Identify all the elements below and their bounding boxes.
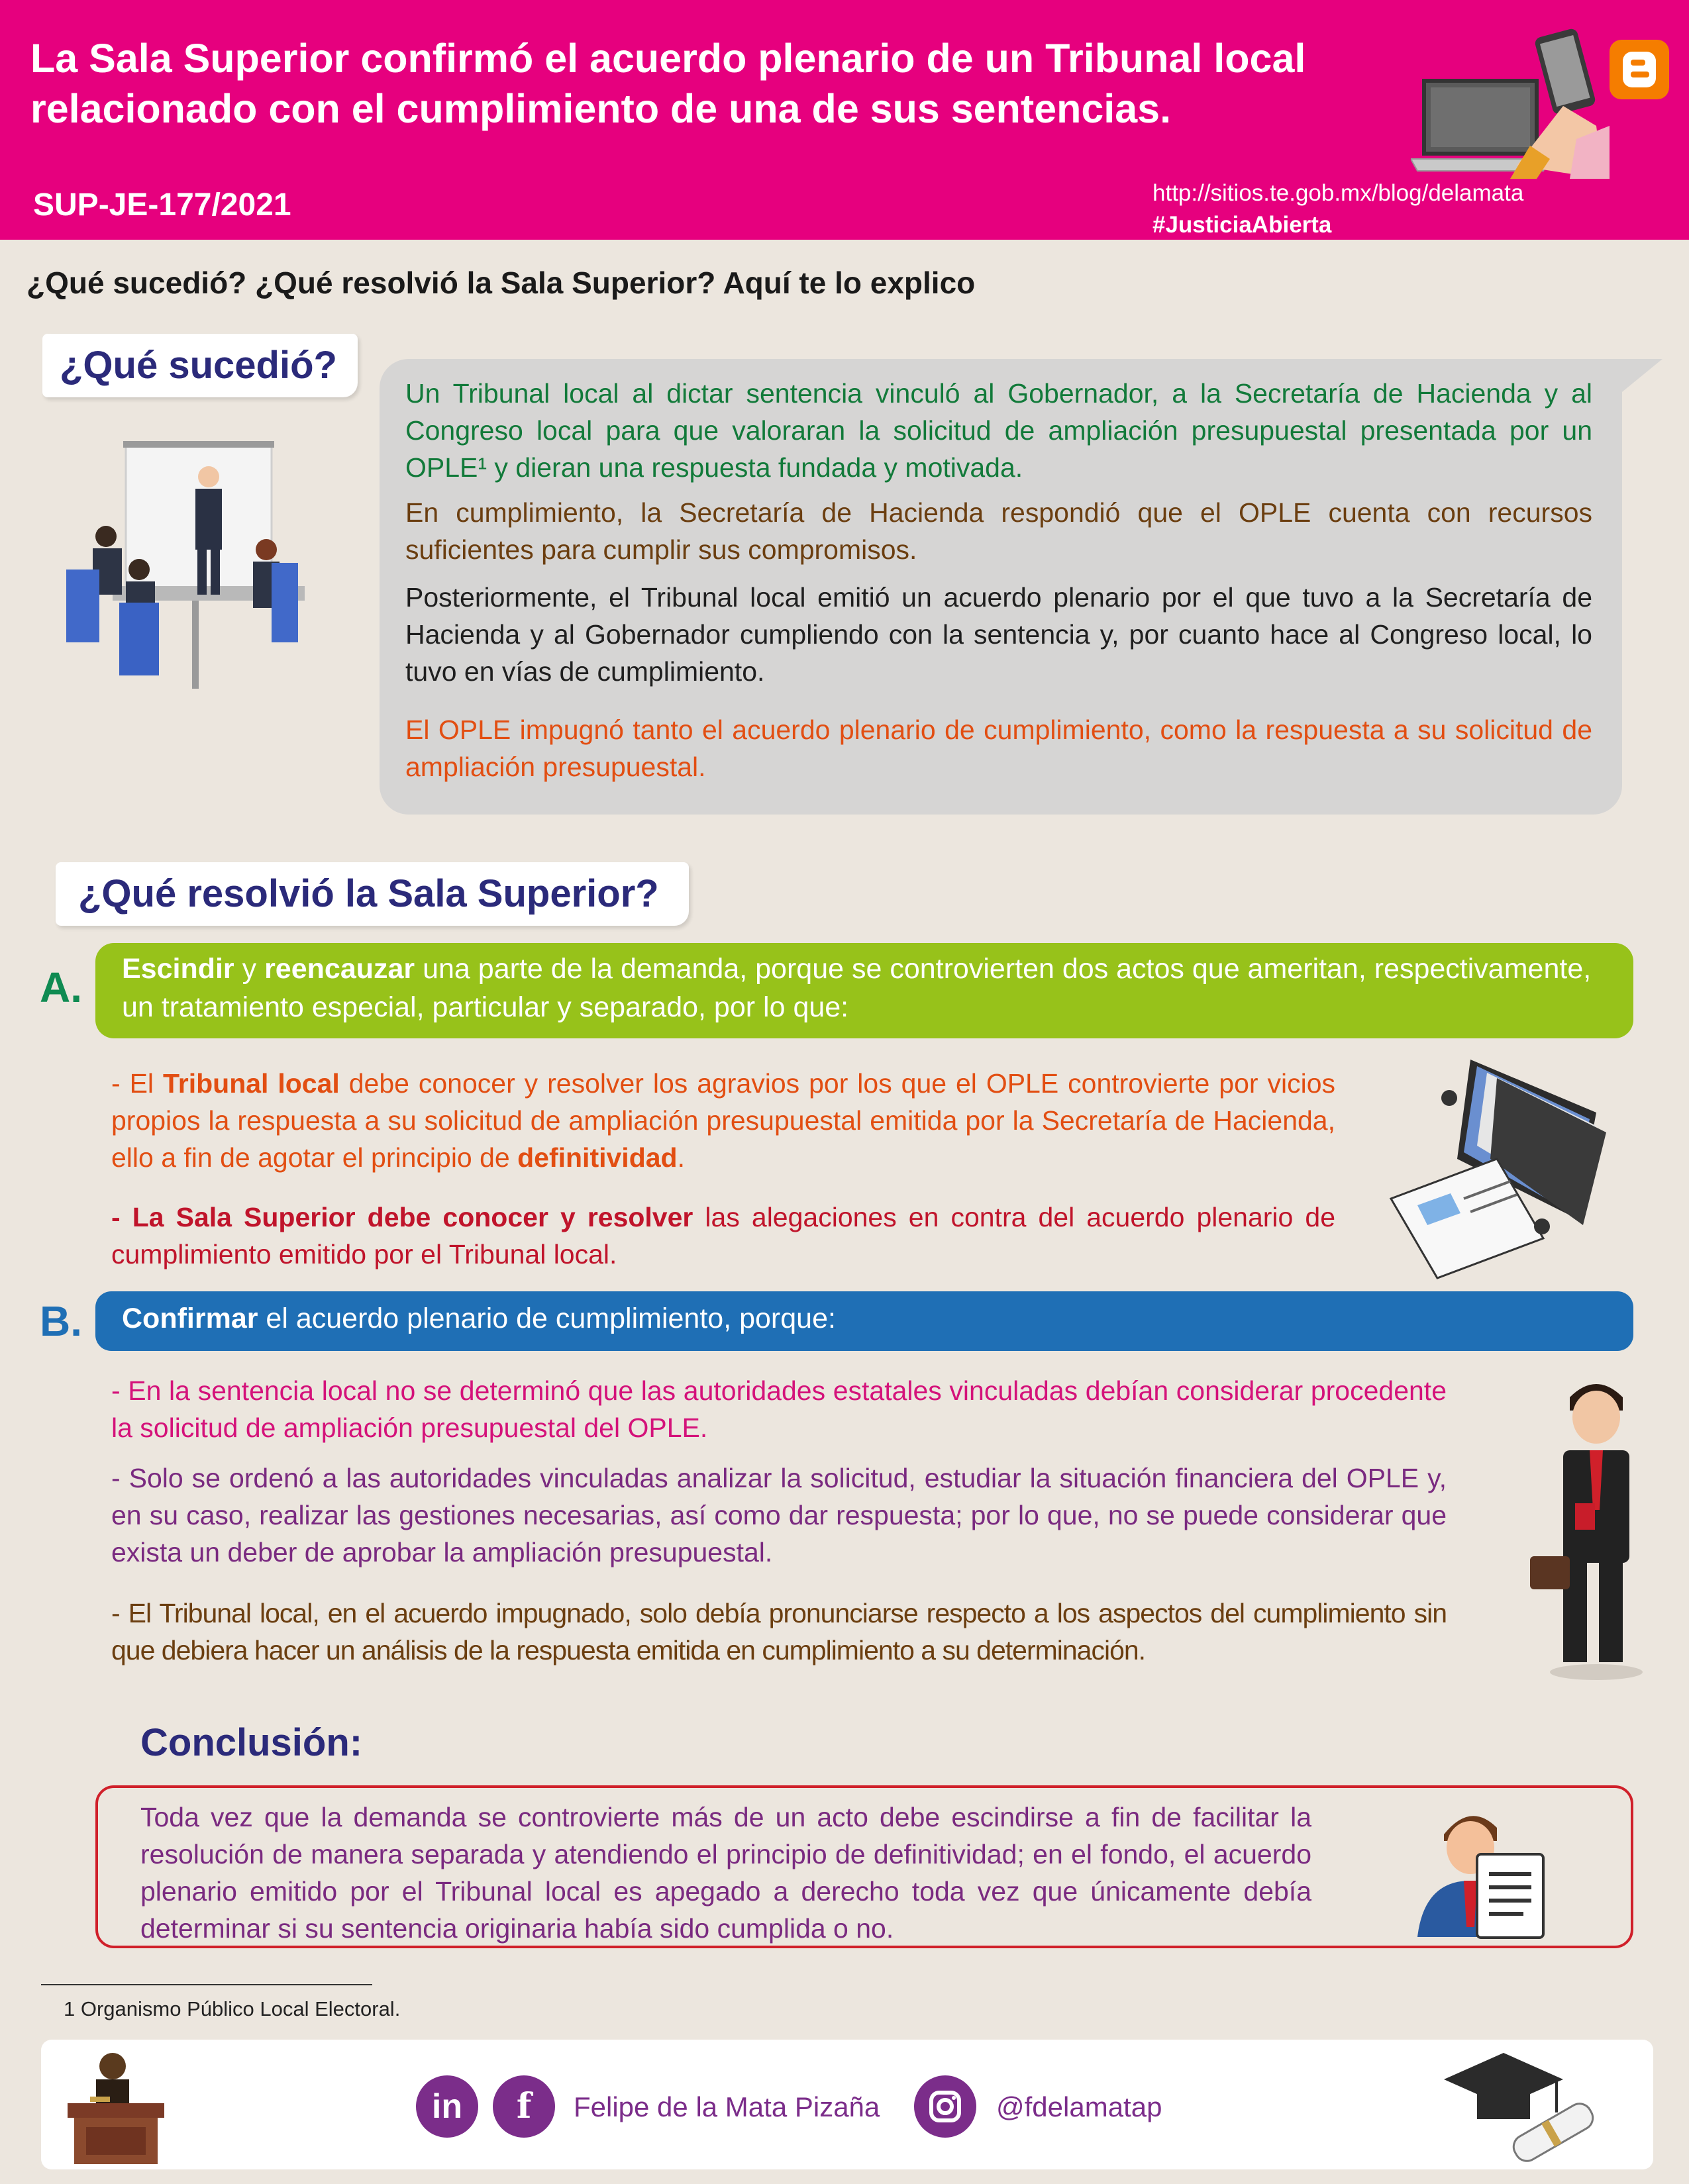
section-b-item-3: - El Tribunal local, en el acuerdo impugnado, solo debía pronunciarse respecto a los aspectos del cumplimiento sin que debiera hacer un análisis de la respuesta emitida en cumplimiento a su determinación. bbox=[111, 1598, 1447, 1665]
section-a-text bbox=[122, 950, 1619, 1026]
folder-illustration bbox=[1378, 1046, 1623, 1285]
a1-body: debe conocer y resolver los agravios por los que el OPLE controvierte por vicios propios la respuesta a su solicitud de ampliación presupuestal emitida por la Secretaría de Hacienda, ello a fin de agotar el principio de bbox=[111, 1068, 1335, 1173]
judge-podium-icon bbox=[60, 2046, 172, 2165]
paragraph-plenary-agreement: Posteriormente, el Tribunal local emitió un acuerdo plenario por el que tuvo a la Secretaría de Hacienda y al Gobernador cumpliendo con la sentencia y, por cuanto hace al Congreso local, lo tuvo en vías de cumplimiento. bbox=[405, 582, 1592, 687]
section-b-body: el acuerdo plenario de cumplimiento, porque: bbox=[258, 1303, 836, 1334]
author-name: Felipe de la Mata Pizaña bbox=[574, 2091, 880, 2122]
title-line-2: relacionado con el cumplimiento de una de sus sentencias. bbox=[30, 86, 1172, 131]
presenter-illustration bbox=[1411, 1795, 1557, 1940]
graduation-cap-icon bbox=[1431, 2046, 1603, 2172]
section-b-text bbox=[122, 1299, 1619, 1338]
meeting-illustration bbox=[60, 437, 311, 702]
a2-bold: - La Sala Superior debe conocer y resolver bbox=[111, 1202, 693, 1232]
section-b-item-2: - Solo se ordenó a las autoridades vinculadas analizar la solicitud, estudiar la situación financiera del OPLE y, en su caso, realizar las gestiones necesarias, así como dar respuesta; por lo que, no se puede considerar que exista un deber de aprobar la ampliación presupuestal. bbox=[111, 1463, 1447, 1567]
facebook-icon[interactable]: f bbox=[493, 2075, 555, 2138]
hashtag: #JusticiaAbierta bbox=[1152, 212, 1332, 238]
section-a-letter: A. bbox=[40, 964, 82, 1011]
footnote: 1 Organismo Público Local Electoral. bbox=[64, 1997, 401, 2020]
section-a-body: una parte de la demanda, porque se controvierten dos actos que ameritan, respectivamente, un tratamiento especial, particular y separado, por lo que: bbox=[122, 953, 1592, 1023]
a1-tribunal-local: Tribunal local bbox=[162, 1068, 340, 1099]
laptop-phone-illustration bbox=[1411, 26, 1610, 179]
escindir-bold: Escindir bbox=[122, 953, 234, 985]
blog-link[interactable]: http://sitios.te.gob.mx/blog/delamata bbox=[1152, 180, 1524, 206]
section-b-item-1: - En la sentencia local no se determinó que las autoridades estatales vinculadas debían considerar procedente la solicitud de ampliación presupuestal del OPLE. bbox=[111, 1375, 1447, 1443]
a1-definitividad: definitividad bbox=[517, 1142, 678, 1173]
title-line-1: La Sala Superior confirmó el acuerdo plenario de un Tribunal local bbox=[30, 36, 1306, 81]
blogger-icon[interactable] bbox=[1610, 40, 1669, 99]
section-b-letter: B. bbox=[40, 1297, 82, 1345]
confirmar-bold: Confirmar bbox=[122, 1303, 258, 1334]
resolution-label: ¿Qué resolvió la Sala Superior? bbox=[56, 862, 689, 926]
conclusion-title: Conclusión: bbox=[140, 1721, 363, 1764]
page-title bbox=[30, 33, 1395, 134]
linkedin-icon[interactable]: in bbox=[416, 2075, 478, 2138]
reencauzar-bold: reencauzar bbox=[264, 953, 415, 985]
section-a-item-2 bbox=[111, 1199, 1335, 1273]
paragraph-compliance: En cumplimiento, la Secretaría de Hacienda respondió que el OPLE cuenta con recursos suficientes para cumplir sus compromisos. bbox=[405, 497, 1592, 565]
conclusion-text: Toda vez que la demanda se controvierte más de un acto debe escindirse a fin de facilitar la resolución de manera separada y atendiendo el principio de definitividad; en el fondo, el acuerdo plenario emitido por el Tribunal local es apegado a derecho toda vez que únicamente debía determinar si su sentencia originaria había sido cumplida o no. bbox=[140, 1802, 1311, 1944]
paragraph-sentence: Un Tribunal local al dictar sentencia vinculó al Gobernador, a la Secretaría de Hacienda y al Congreso local para que valoraran la solicitud de ampliación presupuestal presentada por un OPLE¹ y dieran una respuesta fundada y motivada. bbox=[405, 378, 1592, 483]
social-handle[interactable]: @fdelamatap bbox=[996, 2091, 1162, 2122]
section-a-item-1 bbox=[111, 1065, 1335, 1176]
a1-prefix: - El bbox=[111, 1068, 163, 1099]
what-happened-label: ¿Qué sucedió? bbox=[42, 334, 358, 397]
instagram-icon[interactable] bbox=[914, 2075, 976, 2138]
paragraph-challenge: El OPLE impugnó tanto el acuerdo plenario de cumplimiento, como la respuesta a su solicitud de ampliación presupuestal. bbox=[405, 715, 1592, 782]
footnote-divider bbox=[41, 1984, 372, 1985]
subtitle: ¿Qué sucedió? ¿Qué resolvió la Sala Superior? Aquí te lo explico bbox=[26, 266, 976, 300]
a2-body: las alegaciones en contra del acuerdo plenario de cumplimiento emitido por el Tribunal local. bbox=[111, 1202, 1335, 1269]
case-number: SUP-JE-177/2021 bbox=[33, 187, 291, 223]
a1-end: . bbox=[677, 1142, 685, 1173]
connector-text: y bbox=[234, 953, 265, 985]
businessman-illustration bbox=[1523, 1371, 1656, 1682]
